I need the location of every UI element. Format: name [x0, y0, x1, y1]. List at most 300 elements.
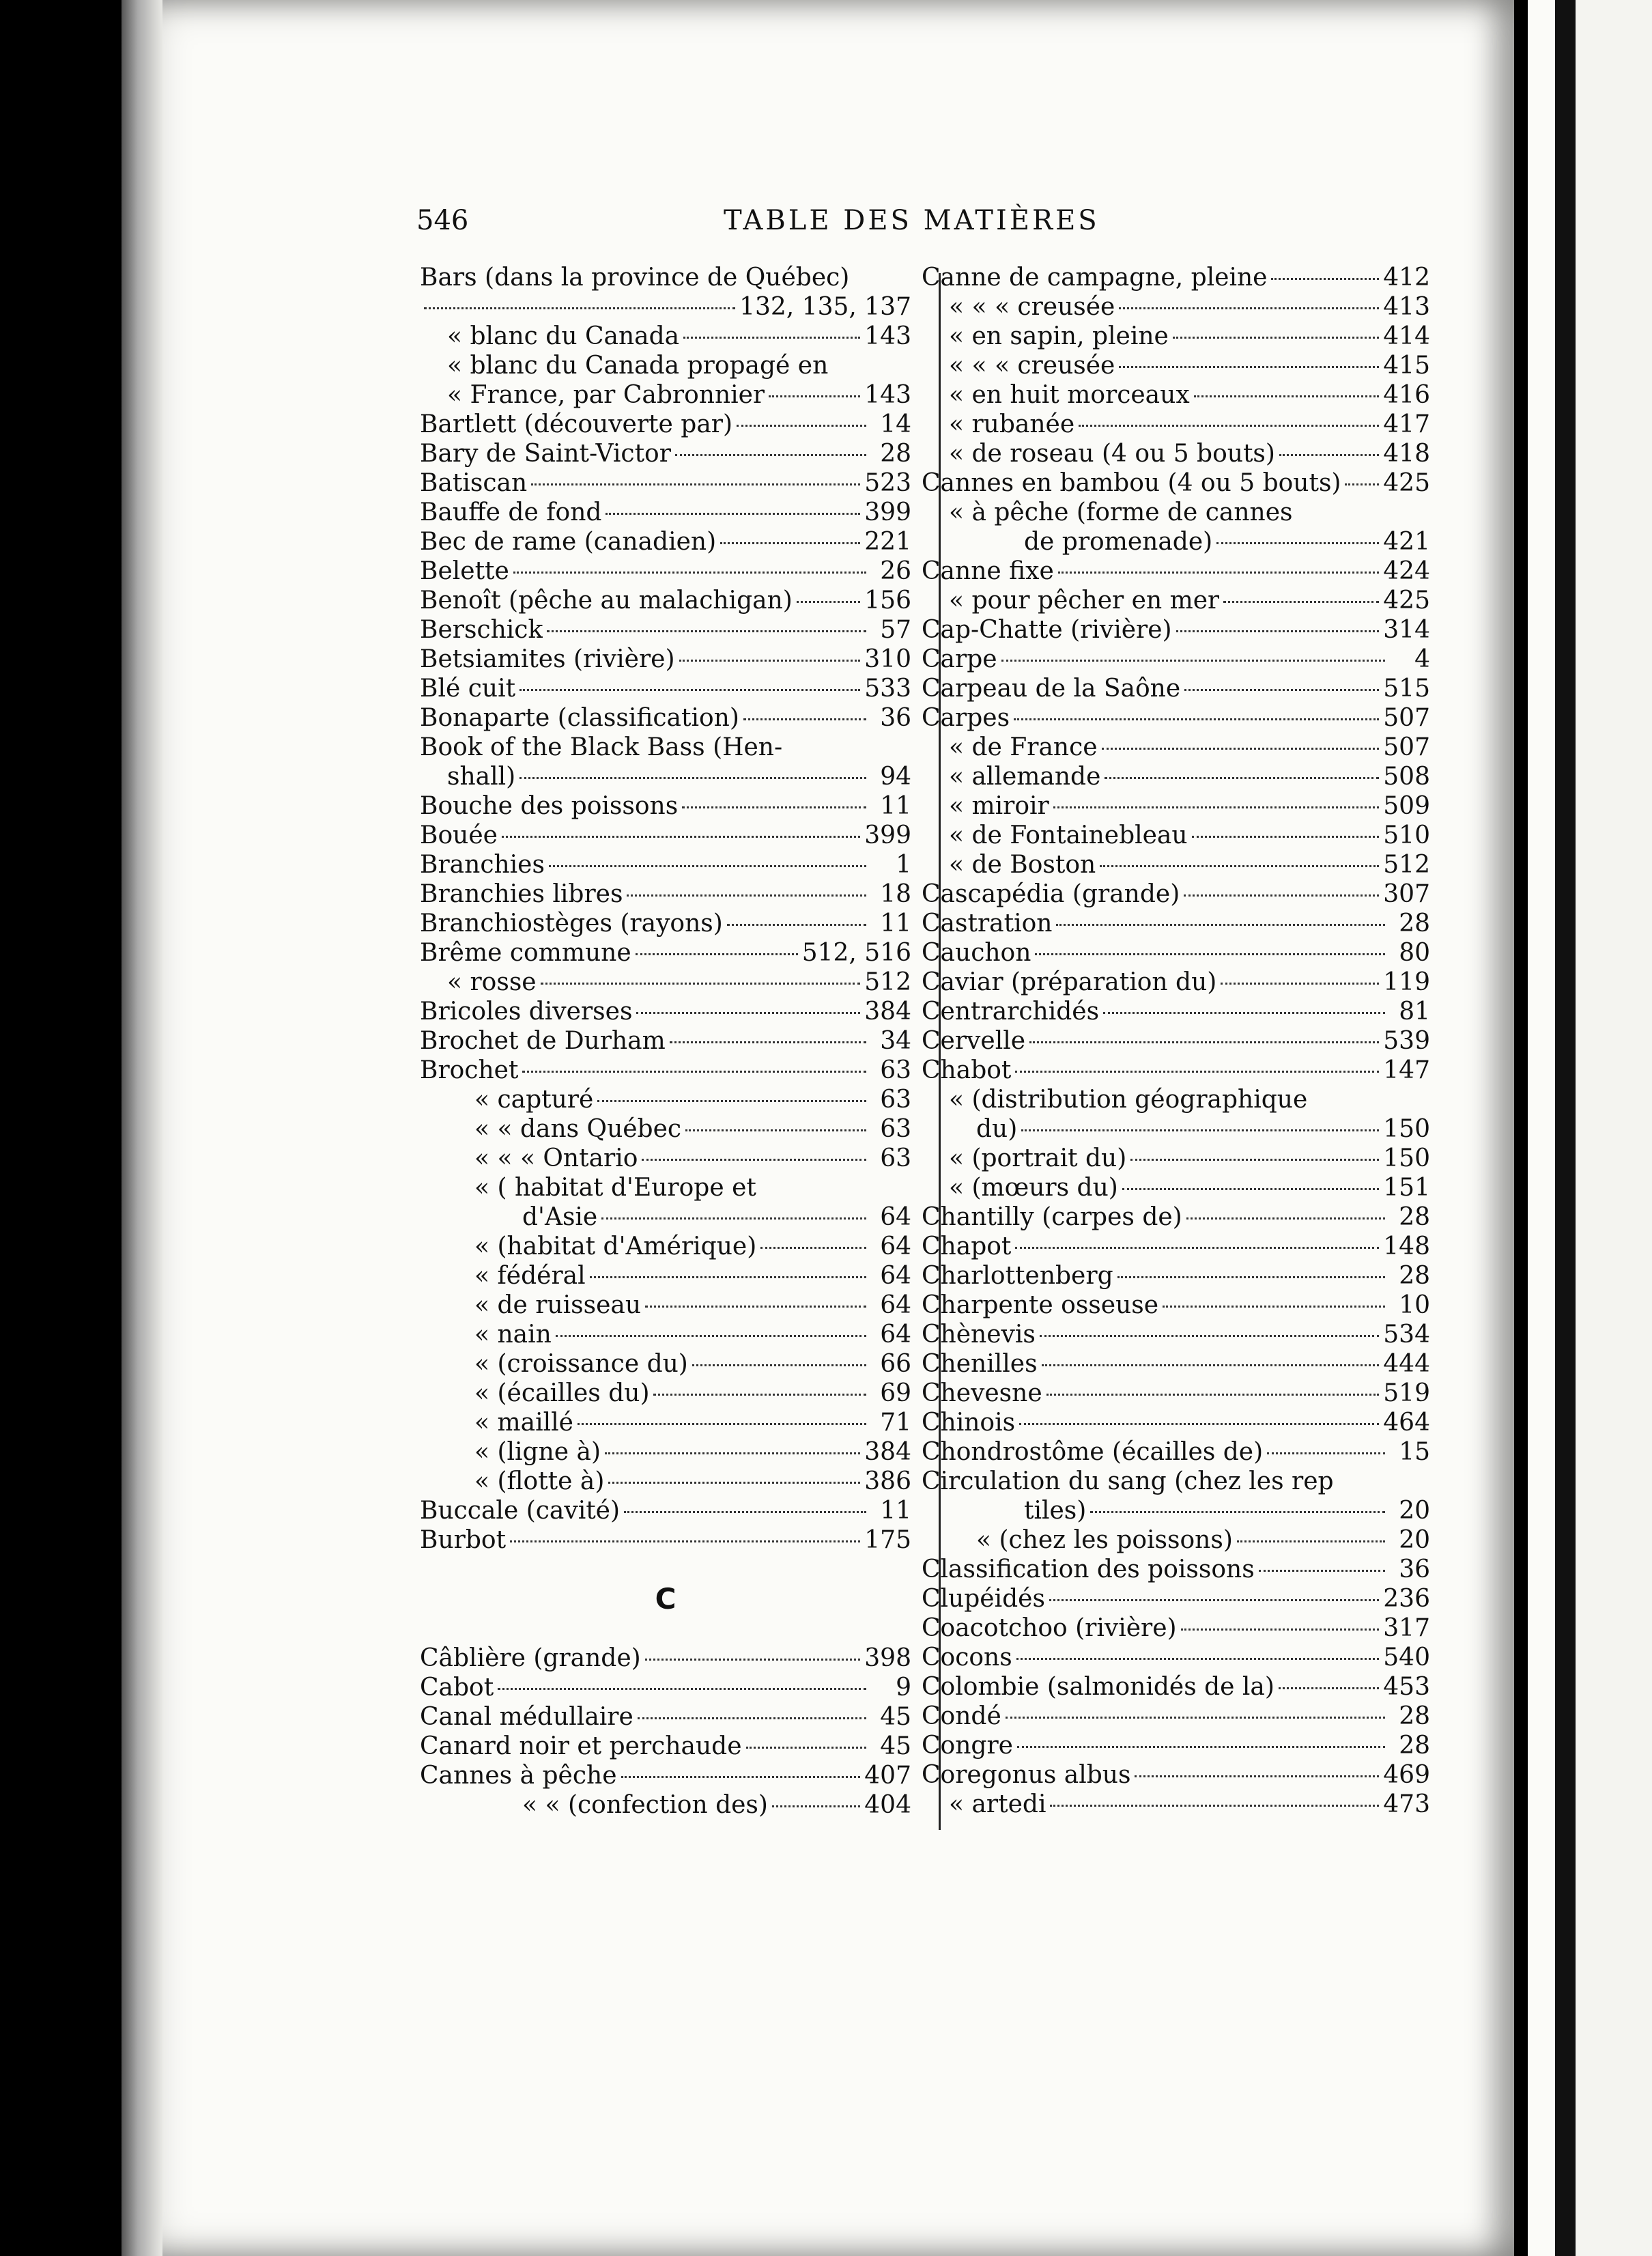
dot-leader — [797, 601, 860, 603]
index-entry-label: « blanc du Canada propagé en — [447, 352, 829, 380]
index-entry-page: 64 — [880, 1321, 911, 1349]
dot-leader — [1279, 1687, 1379, 1689]
index-entry-page: 508 — [1383, 763, 1430, 791]
page-binding-shadow — [122, 0, 162, 2256]
index-entry — [922, 1379, 1430, 1408]
index-entry — [420, 1496, 911, 1525]
index-entry-page: 81 — [1399, 998, 1430, 1026]
dot-leader — [519, 777, 866, 779]
index-entry-page: 519 — [1383, 1379, 1430, 1407]
index-entry-page: 515 — [1383, 675, 1430, 703]
index-entry — [420, 1673, 911, 1702]
index-entry — [922, 1232, 1430, 1261]
index-entry — [922, 1114, 1430, 1144]
dot-leader — [1006, 1717, 1385, 1719]
index-entry-page: 28 — [1399, 1702, 1430, 1730]
dot-leader — [513, 572, 866, 574]
dot-leader — [1029, 1041, 1379, 1043]
index-entry-label: Bricoles diverses — [420, 998, 633, 1026]
dot-leader — [638, 1717, 866, 1719]
index-entry — [420, 527, 911, 556]
dot-leader — [645, 1659, 861, 1661]
index-entry-page: 469 — [1383, 1761, 1430, 1789]
dot-leader — [1100, 865, 1379, 867]
index-entry — [922, 322, 1430, 351]
index-entry — [420, 615, 911, 645]
index-entry-label: « (portrait du) — [949, 1144, 1127, 1172]
index-entry-label: « maillé — [474, 1409, 573, 1437]
index-entry-page: 404 — [864, 1791, 911, 1819]
index-entry-label: Circulation du sang (chez les rep — [922, 1467, 1334, 1495]
index-entry-page: 444 — [1383, 1350, 1430, 1378]
dot-leader — [531, 483, 860, 485]
index-entry-label: « (mœurs du) — [949, 1174, 1118, 1202]
index-entry-page: 417 — [1383, 410, 1430, 438]
dot-leader — [627, 894, 866, 897]
index-entry-page: 132, 135, 137 — [739, 293, 911, 321]
index-entry-page: 64 — [880, 1203, 911, 1231]
dot-leader — [1079, 425, 1379, 427]
index-entry — [420, 1790, 911, 1820]
index-entry — [420, 791, 911, 821]
index-entry-page: 533 — [864, 675, 911, 703]
index-entry-label: « « « creusée — [949, 293, 1115, 321]
index-entry-label: Chevesne — [922, 1379, 1042, 1407]
dot-leader — [1053, 806, 1380, 808]
dot-leader — [1271, 278, 1379, 280]
index-entry — [420, 821, 911, 850]
index-entry-label: « rubanée — [949, 410, 1075, 438]
index-entry-page: 509 — [1383, 792, 1430, 820]
index-entry — [922, 1467, 1430, 1496]
index-entry — [922, 1584, 1430, 1613]
dot-leader — [1049, 1599, 1379, 1601]
dot-leader — [737, 425, 866, 427]
index-entry-label: Belette — [420, 557, 509, 585]
index-entry-label: Bars (dans la province de Québec) — [420, 264, 850, 292]
index-entry — [922, 850, 1430, 879]
index-entry-page: 63 — [880, 1144, 911, 1172]
index-entry — [420, 498, 911, 527]
index-entry-page: 399 — [864, 498, 911, 526]
index-entry-page: 28 — [880, 440, 911, 468]
index-entry-label: « miroir — [949, 792, 1049, 820]
index-entry-page: 314 — [1383, 616, 1430, 644]
index-entry-label: « de Boston — [949, 851, 1096, 879]
index-entry-label: Brême commune — [420, 939, 631, 967]
dot-leader — [720, 542, 860, 544]
index-entry-label: Chondrostôme (écailles de) — [922, 1438, 1264, 1466]
index-entry-page: 175 — [864, 1526, 911, 1554]
index-entry-page: 399 — [864, 821, 911, 849]
index-entry-label: Chenilles — [922, 1350, 1038, 1378]
index-entry-page: 523 — [864, 469, 911, 497]
index-entry-label: Cabot — [420, 1674, 494, 1702]
dot-leader — [547, 630, 866, 632]
dot-leader — [1279, 454, 1379, 456]
index-entry — [922, 762, 1430, 791]
index-entry-page: 424 — [1383, 557, 1430, 585]
index-entry — [420, 1349, 911, 1379]
index-entry-page: 69 — [880, 1379, 911, 1407]
index-entry-page: 4 — [1414, 645, 1430, 673]
dot-leader — [1259, 1570, 1385, 1572]
index-entry — [922, 909, 1430, 938]
index-entry-page: 28 — [1399, 1203, 1430, 1231]
index-entry — [420, 850, 911, 879]
index-entry-label: Caviar (préparation du) — [922, 968, 1217, 996]
index-entry — [922, 1790, 1430, 1819]
index-entry — [922, 733, 1430, 762]
index-entry-label: « allemande — [949, 763, 1101, 791]
index-entry — [420, 439, 911, 468]
index-entry-page: 45 — [880, 1732, 911, 1760]
dot-leader — [578, 1423, 866, 1425]
index-entry — [922, 968, 1430, 997]
index-entry-label: Câblière (grande) — [420, 1644, 641, 1672]
dot-leader — [1176, 630, 1380, 632]
index-entry-label: Condé — [922, 1702, 1001, 1730]
index-entry — [420, 1261, 911, 1291]
index-entry-label: Cocons — [922, 1644, 1012, 1672]
index-entry — [420, 380, 911, 410]
index-entry-label: Bary de Saint-Victor — [420, 440, 671, 468]
index-entry-page: 20 — [1399, 1526, 1430, 1554]
index-entry — [922, 938, 1430, 968]
dot-leader — [1103, 1012, 1385, 1014]
index-entry-label: Canne de campagne, pleine — [922, 264, 1268, 292]
dot-leader — [769, 395, 860, 397]
index-entry-page: 453 — [1383, 1673, 1430, 1701]
dot-leader — [608, 1482, 860, 1484]
index-column-right — [922, 263, 1430, 1819]
index-column-left — [420, 263, 911, 1820]
index-entry — [420, 1085, 911, 1114]
index-entry-label: Chinois — [922, 1409, 1016, 1437]
dot-leader — [653, 1394, 866, 1396]
dot-leader — [1216, 542, 1379, 544]
index-entry — [922, 615, 1430, 645]
index-entry-page: 20 — [1399, 1497, 1430, 1525]
index-entry-page: 10 — [1399, 1291, 1430, 1319]
index-entry-label: Bouche des poissons — [420, 792, 679, 820]
index-entry-page: 412 — [1383, 264, 1430, 292]
dot-leader — [675, 454, 866, 456]
index-entry-label: « (écailles du) — [474, 1379, 650, 1407]
dot-leader — [605, 1452, 860, 1454]
index-entry-label: Brochet — [420, 1056, 519, 1084]
index-entry-page: 57 — [880, 616, 911, 644]
index-entry-page: 236 — [1383, 1585, 1430, 1613]
index-entry-label: Brochet de Durham — [420, 1027, 666, 1055]
dot-leader — [1237, 1540, 1385, 1542]
index-entry-page: 473 — [1383, 1790, 1430, 1818]
index-entry — [420, 1320, 911, 1349]
dot-leader — [1042, 1364, 1380, 1366]
index-entry — [922, 1613, 1430, 1643]
index-entry-page: 384 — [864, 1438, 911, 1466]
index-entry-label: Cauchon — [922, 939, 1031, 967]
dot-leader — [1015, 1247, 1379, 1249]
index-entry — [922, 1056, 1430, 1085]
index-entry — [420, 938, 911, 968]
index-entry-label: « (croissance du) — [474, 1350, 688, 1378]
dot-leader — [679, 660, 861, 662]
index-entry — [922, 1291, 1430, 1320]
index-entry-label: Chapot — [922, 1232, 1012, 1260]
index-entry-page: 9 — [896, 1674, 911, 1702]
index-entry — [420, 586, 911, 615]
index-entry-label: Branchies — [420, 851, 545, 879]
index-entry-label: « pour pêcher en mer — [949, 587, 1220, 615]
index-entry — [420, 1467, 911, 1496]
index-entry — [420, 1525, 911, 1555]
index-entry-label: Betsiamites (rivière) — [420, 645, 675, 673]
index-entry-page: 64 — [880, 1262, 911, 1290]
index-entry-label: Carpes — [922, 704, 1010, 732]
index-entry-label: Burbot — [420, 1526, 507, 1554]
dot-leader — [498, 1688, 866, 1690]
index-entry — [922, 821, 1430, 850]
index-entry-label: Cervelle — [922, 1027, 1026, 1055]
index-entry-label: Book of the Black Bass (Hen- — [420, 733, 783, 761]
index-entry — [922, 556, 1430, 586]
index-entry-page: 80 — [1399, 939, 1430, 967]
index-entry — [922, 1202, 1430, 1232]
index-entry-label: Chabot — [922, 1056, 1012, 1084]
running-head — [416, 205, 1509, 246]
index-entry — [420, 468, 911, 498]
index-entry-label: Buccale (cavité) — [420, 1497, 621, 1525]
index-entry-page: 425 — [1383, 469, 1430, 497]
index-entry-page: 425 — [1383, 587, 1430, 615]
index-entry-label: de promenade) — [1024, 528, 1213, 556]
index-entry-label: « « dans Québec — [474, 1115, 682, 1143]
dot-leader — [597, 1100, 866, 1102]
index-entry-page: 317 — [1383, 1614, 1430, 1642]
dot-leader — [1021, 1129, 1379, 1131]
dot-leader — [1181, 1628, 1380, 1631]
index-entry-page: 1 — [896, 851, 911, 879]
index-entry-page: 143 — [864, 322, 911, 350]
index-entry-page: 64 — [880, 1291, 911, 1319]
index-entry-page: 512, 516 — [801, 939, 911, 967]
index-entry — [922, 1085, 1430, 1114]
index-entry — [420, 351, 911, 380]
index-entry — [420, 1732, 911, 1761]
dot-leader — [1119, 307, 1379, 309]
index-entry-label: Coacotchoo (rivière) — [922, 1614, 1177, 1642]
index-entry — [922, 351, 1430, 380]
index-entry — [922, 1173, 1430, 1202]
index-entry-page: 45 — [880, 1703, 911, 1731]
index-entry — [922, 1144, 1430, 1173]
index-entry — [922, 586, 1430, 615]
index-entry-page: 507 — [1383, 704, 1430, 732]
index-entry-label: Bec de rame (canadien) — [420, 528, 717, 556]
dot-leader — [1035, 953, 1385, 955]
index-entry-label: Bauffe de fond — [420, 498, 602, 526]
index-entry-label: « « « Ontario — [474, 1144, 638, 1172]
index-entry-page: 147 — [1383, 1056, 1430, 1084]
index-entry-page: 307 — [1383, 880, 1430, 908]
index-entry — [420, 1644, 911, 1673]
index-entry-label: « artedi — [949, 1790, 1046, 1818]
dot-leader — [1194, 395, 1380, 397]
index-entry-label: Coregonus albus — [922, 1761, 1131, 1789]
index-entry-label: « blanc du Canada — [447, 322, 680, 350]
page-gap-shadow — [1555, 0, 1576, 2256]
dot-leader — [624, 1511, 866, 1513]
dot-leader — [772, 1805, 860, 1807]
dot-leader — [1173, 337, 1379, 339]
dot-leader — [670, 1041, 866, 1043]
index-entry-label: Cascapédia (grande) — [922, 880, 1180, 908]
index-entry-label: « fédéral — [474, 1262, 586, 1290]
index-entry — [922, 1643, 1430, 1672]
index-entry-page: 66 — [880, 1350, 911, 1378]
index-entry-page: 540 — [1383, 1644, 1430, 1672]
index-entry-label: Canal médullaire — [420, 1703, 633, 1731]
dot-leader — [601, 1217, 866, 1219]
index-entry-page: 63 — [880, 1086, 911, 1114]
index-entry-page: 413 — [1383, 293, 1430, 321]
index-entry-label: « (distribution géographique — [949, 1086, 1308, 1114]
index-entry-label: shall) — [447, 763, 516, 791]
dot-leader — [510, 1540, 860, 1542]
index-entry-page: 119 — [1383, 968, 1430, 996]
index-entry-label: Blé cuit — [420, 675, 516, 703]
next-page-edge — [1576, 0, 1652, 2256]
index-entry — [922, 1408, 1430, 1437]
dot-leader — [1014, 718, 1379, 720]
index-entry — [420, 322, 911, 351]
index-entry — [420, 292, 911, 322]
dot-leader — [1135, 1775, 1379, 1777]
index-entry-label: « ( habitat d'Europe et — [474, 1174, 756, 1202]
index-entry-label: « en sapin, pleine — [949, 322, 1169, 350]
dot-leader — [692, 1364, 866, 1366]
index-entry — [420, 997, 911, 1026]
index-entry-label: Chènevis — [922, 1321, 1036, 1349]
index-entry-label: Chantilly (carpes de) — [922, 1203, 1182, 1231]
dot-leader — [746, 1747, 867, 1749]
dot-leader — [760, 1247, 866, 1249]
index-entry-label: « de ruisseau — [474, 1291, 642, 1319]
index-entry-label: Carpe — [922, 645, 997, 673]
page-number: 546 — [416, 205, 469, 236]
dot-leader — [1040, 1335, 1379, 1337]
dot-leader — [642, 1159, 866, 1161]
dot-leader — [1090, 1511, 1385, 1513]
index-entry-page: 512 — [1383, 851, 1430, 879]
index-entry — [420, 909, 911, 938]
index-entry — [922, 1672, 1430, 1702]
dot-leader — [1102, 748, 1380, 750]
index-entry-label: « (ligne à) — [474, 1438, 601, 1466]
dot-leader — [682, 806, 866, 808]
index-entry-page: 18 — [880, 880, 911, 908]
index-entry-label: Castration — [922, 910, 1053, 937]
index-entry — [420, 1173, 911, 1202]
index-entry-label: « « (confection des) — [522, 1791, 768, 1819]
index-entry-page: 15 — [1399, 1438, 1430, 1466]
index-entry — [922, 527, 1430, 556]
index-entry-page: 11 — [880, 792, 911, 820]
dot-leader — [1019, 1423, 1379, 1425]
dot-leader — [1267, 1452, 1385, 1454]
index-entry — [420, 703, 911, 733]
index-entry — [420, 1232, 911, 1261]
index-entry — [420, 1379, 911, 1408]
dot-leader — [636, 953, 798, 955]
index-entry — [420, 1761, 911, 1790]
index-entry-page: 11 — [880, 910, 911, 937]
index-entry-label: Charpente osseuse — [922, 1291, 1159, 1319]
index-entry-label: « (chez les poissons) — [976, 1526, 1233, 1554]
index-entry — [922, 1026, 1430, 1056]
index-entry-label: « de Fontainebleau — [949, 821, 1188, 849]
index-entry — [922, 263, 1430, 292]
index-entry — [922, 410, 1430, 439]
index-entry-label: « nain — [474, 1321, 552, 1349]
index-entry-label: « France, par Cabronnier — [447, 381, 765, 409]
index-entry-label: « rosse — [447, 968, 537, 996]
index-entry-label: Clupéidés — [922, 1585, 1045, 1613]
index-entry-page: 148 — [1383, 1232, 1430, 1260]
index-entry-page: 36 — [1399, 1555, 1430, 1583]
index-entry-label: « en huit morceaux — [949, 381, 1190, 409]
dot-leader — [556, 1335, 866, 1337]
index-entry-label: « de France — [949, 733, 1098, 761]
index-entry-page: 418 — [1383, 440, 1430, 468]
index-entry-page: 26 — [880, 557, 911, 585]
dot-leader — [1163, 1306, 1385, 1308]
index-entry — [420, 1437, 911, 1467]
dot-leader — [541, 983, 861, 985]
index-entry-page: 151 — [1383, 1174, 1430, 1202]
index-entry-page: 510 — [1383, 821, 1430, 849]
dot-leader — [1119, 366, 1379, 368]
dot-leader — [519, 689, 860, 691]
index-entry — [420, 879, 911, 909]
index-entry-page: 150 — [1383, 1115, 1430, 1143]
index-entry-page: 539 — [1383, 1027, 1430, 1055]
index-entry — [420, 674, 911, 703]
index-entry-label: tiles) — [1024, 1497, 1087, 1525]
index-entry-page: 63 — [880, 1115, 911, 1143]
index-entry-page: 221 — [864, 528, 911, 556]
index-entry-page: 415 — [1383, 352, 1430, 380]
index-entry-page: 34 — [880, 1027, 911, 1055]
index-entry-label: Bouée — [420, 821, 498, 849]
index-entry-label: « (flotte à) — [474, 1467, 605, 1495]
dot-leader — [685, 1129, 866, 1131]
dot-leader — [1122, 1188, 1379, 1190]
index-entry-page: 143 — [864, 381, 911, 409]
index-entry — [420, 968, 911, 997]
index-entry — [420, 733, 911, 762]
index-entry — [922, 879, 1430, 909]
index-entry — [420, 410, 911, 439]
index-entry — [420, 645, 911, 674]
dot-leader — [1117, 1276, 1385, 1278]
index-entry-label: Canard noir et perchaude — [420, 1732, 742, 1760]
index-entry-label: « capturé — [474, 1086, 594, 1114]
index-entry-page: 414 — [1383, 322, 1430, 350]
index-entry-label: Cannes à pêche — [420, 1762, 617, 1790]
dot-leader — [606, 513, 860, 515]
